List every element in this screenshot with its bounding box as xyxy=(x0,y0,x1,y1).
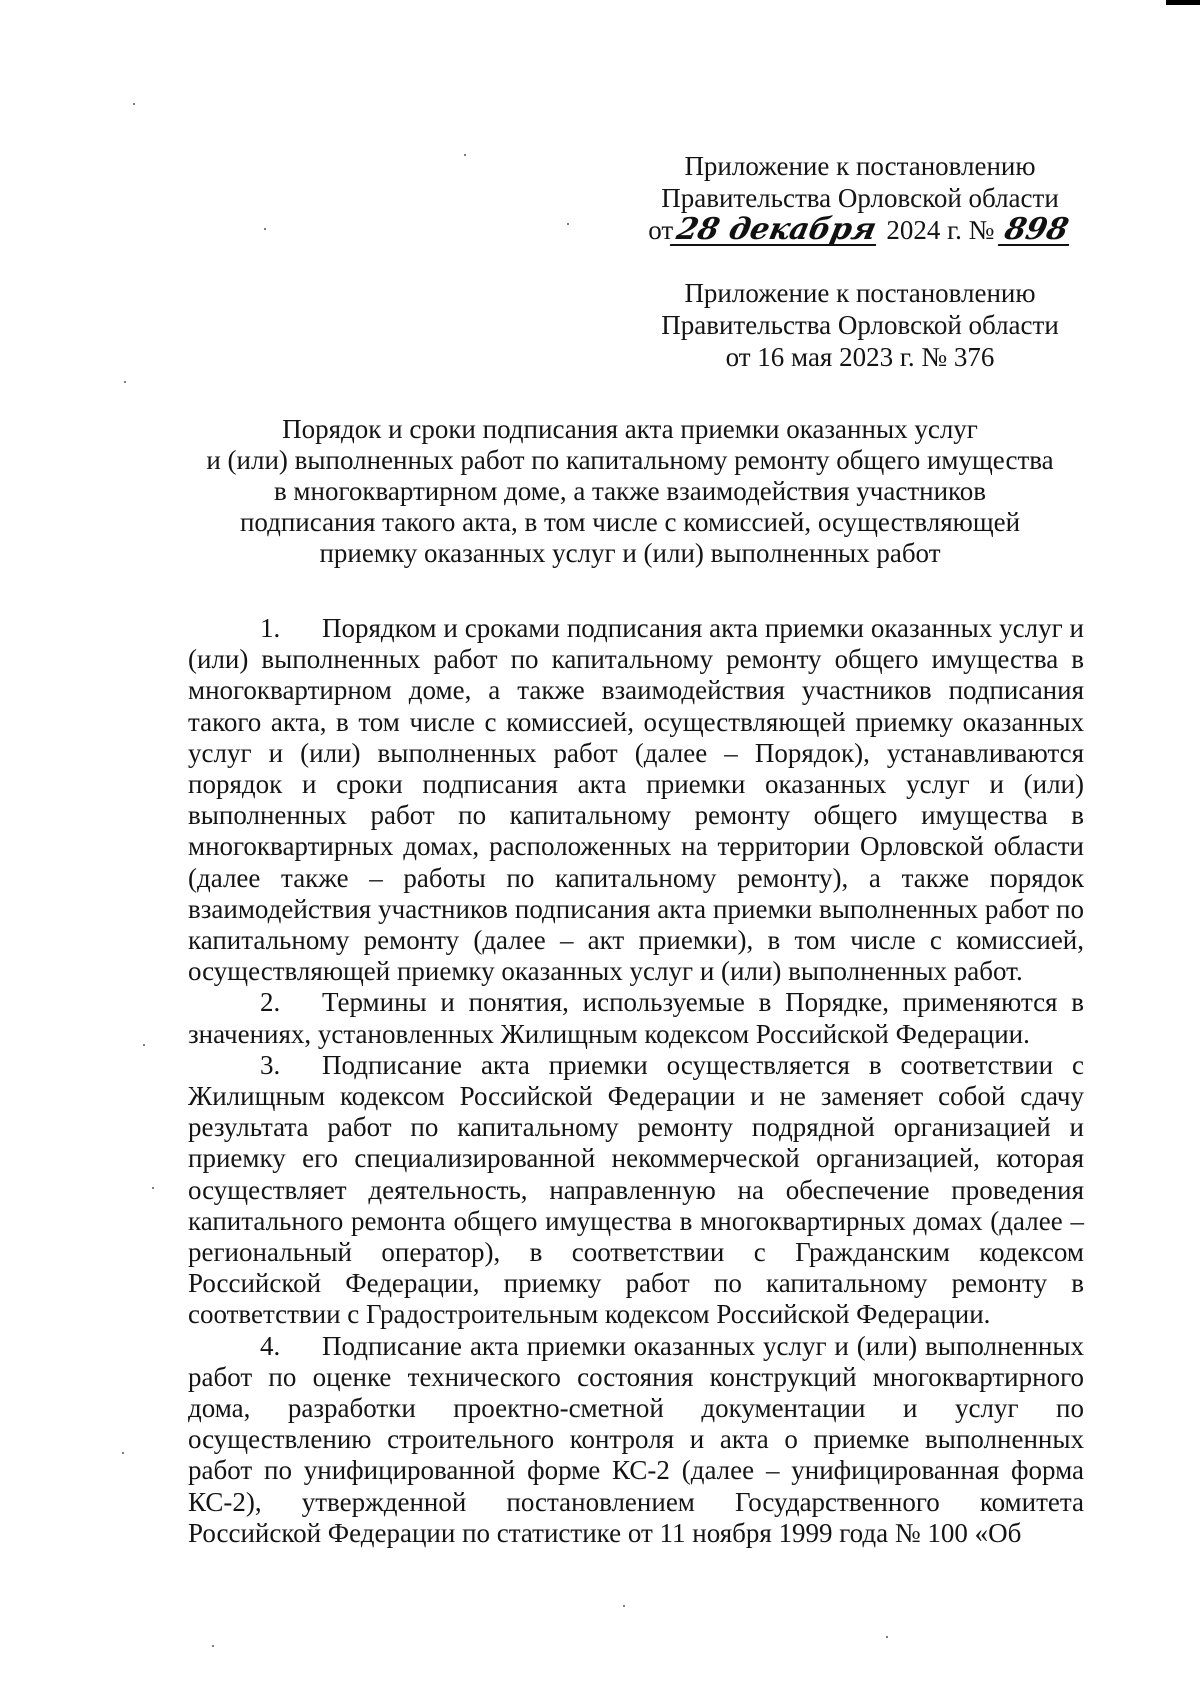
scan-speck xyxy=(212,1645,214,1647)
appendix-header-old xyxy=(640,277,1080,373)
paragraph-text: Порядком и сроками подписания акта приемки оказанных услуг и (или) выполненных работ по капитальному ремонту общего имущества в многоквартирном доме, а также взаимодействия участников подписания такого акта, в том числе с комиссией, осуществляющей приемку оказанных услуг и (или) выполненных работ (далее – Порядок), устанавливаются порядок и сроки подписания акта приемки оказанных услуг и (или) выполненных работ по капитальному ремонту общего имущества в многоквартирных домах, расположенных на территории Орловской области (далее также – работы по капитальному ремонту), а также порядок взаимодействия участников подписания акта приемки выполненных работ по капитальному ремонту (далее – акт приемки), в том числе с комиссией, осуществляющей приемку оказанных услуг и (или) выполненных работ. xyxy=(188,613,1084,987)
scan-speck xyxy=(567,223,569,225)
paragraph-2 xyxy=(188,987,1084,1049)
paragraph-number: 4. xyxy=(260,1330,281,1361)
paragraph-4 xyxy=(188,1331,1084,1549)
paragraph-1 xyxy=(188,613,1084,987)
document-title xyxy=(180,414,1080,569)
scan-speck xyxy=(464,154,466,156)
scan-speck xyxy=(122,1452,124,1454)
scan-speck xyxy=(152,1187,154,1189)
date-prefix: от xyxy=(648,215,674,245)
handwritten-date: 28 декабря xyxy=(670,216,883,246)
title-line: Порядок и сроки подписания акта приемки оказанных услуг xyxy=(282,414,978,444)
appendix-date-line xyxy=(640,214,1080,246)
handwritten-number: 898 xyxy=(998,216,1075,246)
appendix-header-new xyxy=(640,150,1080,246)
document-body xyxy=(188,613,1084,1549)
appendix-line: Приложение к постановлению xyxy=(684,151,1036,181)
title-line: в многоквартирном доме, а также взаимодействия участников xyxy=(273,476,987,506)
appendix-line: Приложение к постановлению xyxy=(684,278,1036,308)
paragraph-text: Подписание акта приемки осуществляется в соответствии с Жилищным кодексом Российской Федерации и не заменяет собой сдачу результата работ по капитальному ремонту подрядной организацией и приемку его специализированной некоммерческой организацией, которая осуществляет деятельность, направленную на обеспечение проведения капитального ремонта общего имущества в многоквартирных домах (далее – региональный оператор), в соответствии с Гражданским кодексом Российской Федерации, приемку работ по капитальному ремонту в соответствии с Градостроительным кодексом Российской Федерации. xyxy=(188,1049,1084,1330)
date-year: 2024 г. № xyxy=(886,215,995,245)
paragraph-number: 2. xyxy=(260,987,281,1018)
paragraph-text: Подписание акта приемки оказанных услуг и (или) выполненных работ по оценке технического состояния конструкций многоквартирного дома, разработки проектно-сметной документации и услуг по осуществлению строительного контроля и акта о приемке выполненных работ по унифицированной форме КС-2 (далее – унифицированная форма КС-2), утвержденной постановлением Государственного комитета Российской Федерации по статистике от 11 ноября 1999 года № 100 «Об xyxy=(188,1330,1084,1548)
title-line: подписания такого акта, в том числе с комиссией, осуществляющей xyxy=(239,507,1021,537)
scan-speck xyxy=(143,1044,145,1046)
scan-speck xyxy=(124,381,126,383)
scan-corner-mark xyxy=(1166,0,1200,5)
appendix-line: Правительства Орловской области xyxy=(661,183,1059,213)
appendix-line: от 16 мая 2023 г. № 376 xyxy=(725,342,995,372)
appendix-line: Правительства Орловской области xyxy=(661,310,1059,340)
paragraph-number: 1. xyxy=(260,613,281,643)
paragraph-3 xyxy=(188,1050,1084,1331)
title-line: и (или) выполненных работ по капитальному ремонту общего имущества xyxy=(206,445,1054,475)
scan-speck xyxy=(623,1605,625,1607)
scan-speck xyxy=(886,1636,888,1638)
scan-speck xyxy=(133,103,135,105)
scan-speck xyxy=(264,228,266,230)
paragraph-text: Термины и понятия, используемые в Порядке, применяются в значениях, установленных Жилищным кодексом Российской Федерации. xyxy=(188,987,1084,1049)
paragraph-number: 3. xyxy=(260,1049,281,1080)
title-line: приемку оказанных услуг и (или) выполненных работ xyxy=(319,538,941,568)
